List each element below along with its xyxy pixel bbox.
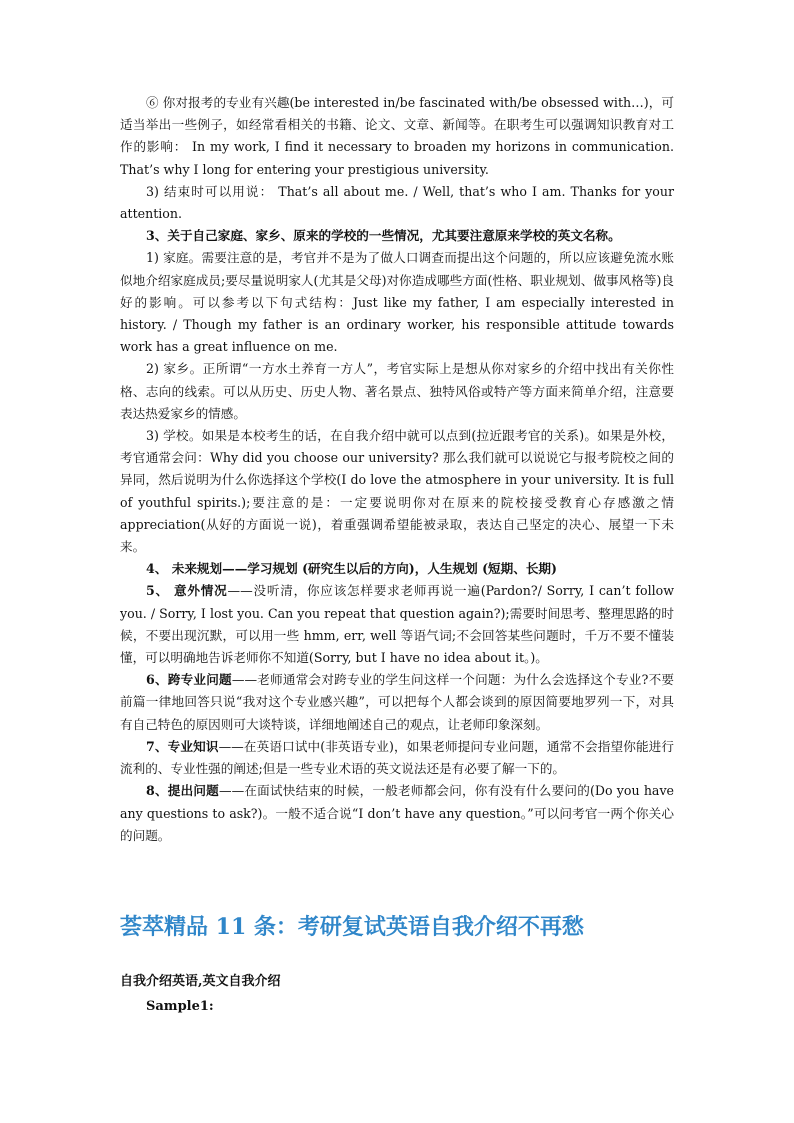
document-page [120, 92, 674, 1017]
section-label: 5、 意外情况 [146, 583, 228, 599]
sample-label: Sample1: [146, 998, 214, 1014]
paragraph-text: 3) 结束时可以用说： That’s all about me. / Well, that’s who I am. Thanks for your attention. [120, 183, 674, 222]
paragraph-closing [120, 181, 674, 225]
paragraph-family [120, 247, 674, 358]
section-label: 8、提出问题 [146, 783, 219, 799]
section-label: 6、跨专业问题 [146, 672, 232, 688]
article-heading: 荟萃精品 11 条：考研复试英语自我介绍不再愁 [120, 913, 584, 940]
paragraph-text: ——没听清，你应该怎样要求老师再说一遍(Pardon?/ Sorry, I can’t follow you. / Sorry, I lost you. Can you repeat that question again?);需要时间思考、整理思路的时候，不要出现沉默，可以用一些 hmm, err, well 等语气词;不会回答某些问题时，千万不要不懂装懂，可以明确地告诉老师你不知道(Sorry, but I have no idea about it。)。 [120, 583, 674, 666]
paragraph-text: ——在英语口试中(非英语专业)，如果老师提问专业问题，通常不会指望你能进行流利的、专业性强的阐述;但是一些专业术语的英文说法还是有必要了解一下的。 [120, 738, 674, 777]
paragraph-cross-major [120, 669, 674, 736]
section-label: 7、专业知识 [146, 738, 219, 754]
paragraph-text: 2) 家乡。正所谓“一方水土养育一方人”，考官实际上是想从你对家乡的介绍中找出有关你性格、志向的线索。可以从历史、历史人物、著名景点、独特风俗或特产等方面来简单介绍，注意要表达热爱家乡的情感。 [120, 361, 674, 421]
paragraph-text: ⑥ 你对报考的专业有兴趣(be interested in/be fascinated with/be obsessed with…)，可适当举出一些例子，如经常看相关的书籍、论文、文章、新闻等。在职考生可以强调知识教育对工作的影响： In my work, I find it necessary to broaden my horizons in communication. That’s why I long for entering your prestigious university. [120, 95, 674, 177]
paragraph-text: 3) 学校。如果是本校考生的话，在自我介绍中就可以点到(拉近跟考官的关系)。如果是外校，考官通常会问：Why did you choose our university? 那么我们就可以说说它与报考院校之间的异同，然后说明为什么你选择这个学校(I do love the atmosphere in your university. It is full of youthful spirits.);要注意的是：一定要说明你对在原来的院校接受教育心存感激之情 appreciation(从好的方面说一说)，着重强调希望能被录取，表达自己坚定的决心、展望一下未来。 [120, 428, 674, 555]
article-subheading: 自我介绍英语,英文自我介绍 [120, 973, 281, 989]
paragraph-hometown [120, 358, 674, 425]
section-heading-text: 3、关于自己家庭、家乡、原来的学校的一些情况，尤其要注意原来学校的英文名称。 [146, 228, 621, 244]
paragraph-interest [120, 92, 674, 181]
section-heading-text: 4、 未来规划——学习规划 (研究生以后的方向)，人生规划 (短期、长期) [146, 561, 557, 577]
paragraph-text: ——老师通常会对跨专业的学生问这样一个问题：为什么会选择这个专业?不要前篇一律地回答只说“我对这个专业感兴趣”，可以把每个人都会谈到的原因简要地罗列一下，对具有自己特色的原因则可大谈特谈，详细地阐述自己的观点，让老师印象深刻。 [120, 672, 674, 732]
paragraph-expertise [120, 736, 674, 780]
paragraph-questions [120, 780, 674, 847]
paragraph-text: ——在面试快结束的时候，一般老师都会问，你有没有什么要问的(Do you have any questions to ask?)。一般不适合说“I don’t have any question。”可以问考官一两个你关心的问题。 [120, 783, 675, 843]
paragraph-school [120, 425, 674, 558]
spacer [120, 847, 674, 913]
section-heading-3 [120, 225, 674, 247]
section-heading-4 [120, 558, 674, 580]
paragraph-text: 1) 家庭。需要注意的是，考官并不是为了做人口调查而提出这个问题的，所以应该避免流水账似地介绍家庭成员;要尽量说明家人(尤其是父母)对你造成哪些方面(性格、职业规划、做事风格等)良好的影响。可以参考以下句式结构：Just like my father, I am especially interested in history. / Though my father is an ordinary worker, his responsible attitude towards work has a great influence on me. [120, 250, 674, 355]
paragraph-unexpected [120, 580, 674, 669]
